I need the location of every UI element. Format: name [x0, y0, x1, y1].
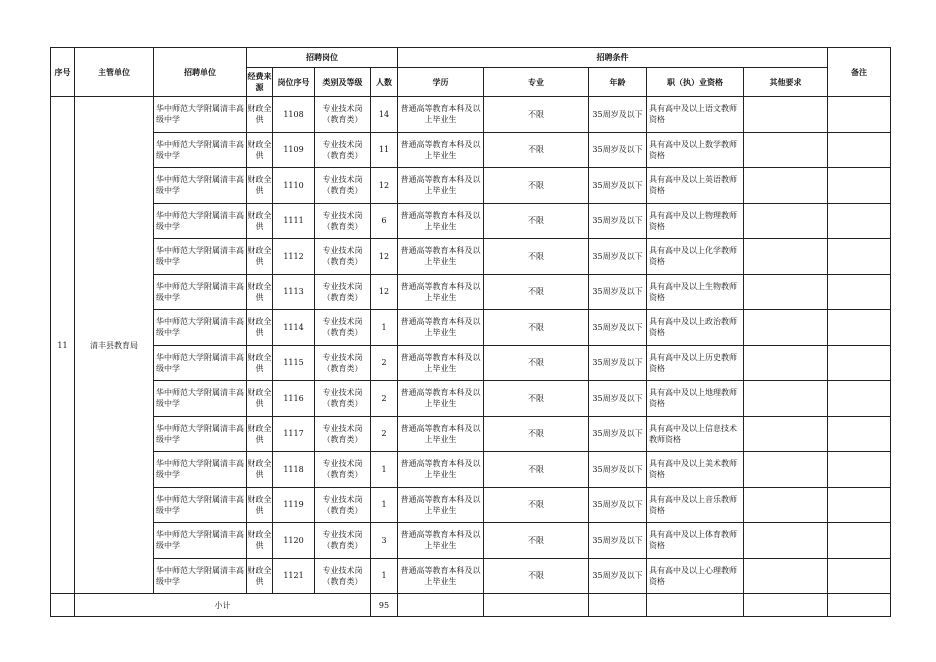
subtotal-count: 95 [371, 594, 398, 617]
major-cell: 不限 [484, 97, 589, 133]
age-cell: 35周岁及以下 [589, 523, 647, 559]
table-row [51, 239, 891, 275]
header-post-no: 岗位序号 [273, 68, 315, 97]
remark-cell [828, 203, 891, 239]
post-no-cell: 1114 [273, 310, 315, 346]
table-row [51, 345, 891, 381]
table-row [51, 203, 891, 239]
table-row [51, 523, 891, 559]
funding-cell: 财政全供 [247, 132, 273, 168]
count-cell: 1 [371, 452, 398, 488]
table-row [51, 558, 891, 594]
header-major: 专业 [484, 68, 589, 97]
unit-cell: 华中师范大学附属清丰高级中学 [154, 558, 247, 594]
major-cell: 不限 [484, 487, 589, 523]
post-no-cell: 1108 [273, 97, 315, 133]
age-cell: 35周岁及以下 [589, 132, 647, 168]
major-cell: 不限 [484, 168, 589, 204]
count-cell: 1 [371, 558, 398, 594]
age-cell: 35周岁及以下 [589, 310, 647, 346]
funding-cell: 财政全供 [247, 416, 273, 452]
unit-cell: 华中师范大学附属清丰高级中学 [154, 132, 247, 168]
post-no-cell: 1110 [273, 168, 315, 204]
header-cert: 职（执）业资格 [647, 68, 744, 97]
unit-cell: 华中师范大学附属清丰高级中学 [154, 97, 247, 133]
cert-cell: 具有高中及以上化学教师资格 [647, 239, 744, 275]
age-cell: 35周岁及以下 [589, 345, 647, 381]
subtotal-empty-cell [828, 594, 891, 617]
funding-cell: 财政全供 [247, 239, 273, 275]
unit-cell: 华中师范大学附属清丰高级中学 [154, 345, 247, 381]
cert-cell: 具有高中及以上地理教师资格 [647, 381, 744, 417]
age-cell: 35周岁及以下 [589, 97, 647, 133]
post-no-cell: 1120 [273, 523, 315, 559]
education-cell: 普通高等教育本科及以上毕业生 [398, 132, 484, 168]
major-cell: 不限 [484, 523, 589, 559]
count-cell: 14 [371, 97, 398, 133]
cert-cell: 具有高中及以上英语教师资格 [647, 168, 744, 204]
header-unit: 招聘单位 [154, 48, 247, 97]
cert-cell: 具有高中及以上数学教师资格 [647, 132, 744, 168]
age-cell: 35周岁及以下 [589, 558, 647, 594]
remark-cell [828, 487, 891, 523]
funding-cell: 财政全供 [247, 203, 273, 239]
cert-cell: 具有高中及以上音乐教师资格 [647, 487, 744, 523]
major-cell: 不限 [484, 203, 589, 239]
funding-cell: 财政全供 [247, 452, 273, 488]
count-cell: 6 [371, 203, 398, 239]
count-cell: 2 [371, 416, 398, 452]
category-cell: 专业技术岗（教育类） [315, 487, 371, 523]
remark-cell [828, 416, 891, 452]
age-cell: 35周岁及以下 [589, 381, 647, 417]
count-cell: 2 [371, 345, 398, 381]
post-no-cell: 1109 [273, 132, 315, 168]
other-cell [744, 381, 828, 417]
subtotal-empty-cell [484, 594, 589, 617]
funding-cell: 财政全供 [247, 523, 273, 559]
major-cell: 不限 [484, 274, 589, 310]
table-row [51, 416, 891, 452]
other-cell [744, 416, 828, 452]
major-cell: 不限 [484, 558, 589, 594]
funding-cell: 财政全供 [247, 345, 273, 381]
remark-cell [828, 310, 891, 346]
major-cell: 不限 [484, 310, 589, 346]
table-row [51, 168, 891, 204]
header-age: 年龄 [589, 68, 647, 97]
category-cell: 专业技术岗（教育类） [315, 416, 371, 452]
remark-cell [828, 274, 891, 310]
post-no-cell: 1117 [273, 416, 315, 452]
cert-cell: 具有高中及以上历史教师资格 [647, 345, 744, 381]
post-no-cell: 1112 [273, 239, 315, 275]
category-cell: 专业技术岗（教育类） [315, 452, 371, 488]
other-cell [744, 345, 828, 381]
remark-cell [828, 239, 891, 275]
cert-cell: 具有高中及以上生物教师资格 [647, 274, 744, 310]
other-cell [744, 487, 828, 523]
post-no-cell: 1118 [273, 452, 315, 488]
cert-cell: 具有高中及以上体育教师资格 [647, 523, 744, 559]
unit-cell: 华中师范大学附属清丰高级中学 [154, 274, 247, 310]
funding-cell: 财政全供 [247, 274, 273, 310]
other-cell [744, 452, 828, 488]
other-cell [744, 203, 828, 239]
education-cell: 普通高等教育本科及以上毕业生 [398, 97, 484, 133]
category-cell: 专业技术岗（教育类） [315, 132, 371, 168]
post-no-cell: 1121 [273, 558, 315, 594]
header-conditions-group: 招聘条件 [398, 48, 828, 68]
category-cell: 专业技术岗（教育类） [315, 558, 371, 594]
age-cell: 35周岁及以下 [589, 487, 647, 523]
unit-cell: 华中师范大学附属清丰高级中学 [154, 203, 247, 239]
post-no-cell: 1119 [273, 487, 315, 523]
cert-cell: 具有高中及以上政治教师资格 [647, 310, 744, 346]
cert-cell: 具有高中及以上心理教师资格 [647, 558, 744, 594]
table-row [51, 132, 891, 168]
header-remark: 备注 [828, 48, 891, 97]
education-cell: 普通高等教育本科及以上毕业生 [398, 168, 484, 204]
category-cell: 专业技术岗（教育类） [315, 274, 371, 310]
education-cell: 普通高等教育本科及以上毕业生 [398, 310, 484, 346]
unit-cell: 华中师范大学附属清丰高级中学 [154, 523, 247, 559]
count-cell: 1 [371, 487, 398, 523]
subtotal-empty-cell [647, 594, 744, 617]
header-count: 人数 [371, 68, 398, 97]
header-category: 类别及等级 [315, 68, 371, 97]
table-row [51, 381, 891, 417]
cert-cell: 具有高中及以上物理教师资格 [647, 203, 744, 239]
unit-cell: 华中师范大学附属清丰高级中学 [154, 487, 247, 523]
header-other: 其他要求 [744, 68, 828, 97]
table-body [51, 97, 891, 617]
unit-cell: 华中师范大学附属清丰高级中学 [154, 310, 247, 346]
education-cell: 普通高等教育本科及以上毕业生 [398, 239, 484, 275]
header-education: 学历 [398, 68, 484, 97]
major-cell: 不限 [484, 381, 589, 417]
table-row [51, 487, 891, 523]
unit-cell: 华中师范大学附属清丰高级中学 [154, 168, 247, 204]
table-row [51, 310, 891, 346]
remark-cell [828, 345, 891, 381]
remark-cell [828, 168, 891, 204]
education-cell: 普通高等教育本科及以上毕业生 [398, 487, 484, 523]
funding-cell: 财政全供 [247, 487, 273, 523]
other-cell [744, 274, 828, 310]
category-cell: 专业技术岗（教育类） [315, 97, 371, 133]
education-cell: 普通高等教育本科及以上毕业生 [398, 203, 484, 239]
unit-cell: 华中师范大学附属清丰高级中学 [154, 381, 247, 417]
count-cell: 12 [371, 168, 398, 204]
count-cell: 3 [371, 523, 398, 559]
remark-cell [828, 523, 891, 559]
remark-cell [828, 132, 891, 168]
subtotal-empty-cell [589, 594, 647, 617]
subtotal-empty-cell [398, 594, 484, 617]
category-cell: 专业技术岗（教育类） [315, 310, 371, 346]
major-cell: 不限 [484, 345, 589, 381]
education-cell: 普通高等教育本科及以上毕业生 [398, 274, 484, 310]
other-cell [744, 168, 828, 204]
remark-cell [828, 452, 891, 488]
table-row [51, 452, 891, 488]
post-no-cell: 1116 [273, 381, 315, 417]
category-cell: 专业技术岗（教育类） [315, 203, 371, 239]
subtotal-label: 小计 [75, 594, 371, 617]
cert-cell: 具有高中及以上语文教师资格 [647, 97, 744, 133]
subtotal-row [51, 594, 891, 617]
education-cell: 普通高等教育本科及以上毕业生 [398, 558, 484, 594]
other-cell [744, 523, 828, 559]
education-cell: 普通高等教育本科及以上毕业生 [398, 416, 484, 452]
other-cell [744, 97, 828, 133]
category-cell: 专业技术岗（教育类） [315, 168, 371, 204]
header-funding: 经费来源 [247, 68, 273, 97]
funding-cell: 财政全供 [247, 558, 273, 594]
unit-cell: 华中师范大学附属清丰高级中学 [154, 239, 247, 275]
subtotal-seq-cell [51, 594, 75, 617]
category-cell: 专业技术岗（教育类） [315, 523, 371, 559]
funding-cell: 财政全供 [247, 310, 273, 346]
seq-cell: 11 [51, 97, 75, 594]
header-seq: 序号 [51, 48, 75, 97]
age-cell: 35周岁及以下 [589, 239, 647, 275]
age-cell: 35周岁及以下 [589, 452, 647, 488]
category-cell: 专业技术岗（教育类） [315, 381, 371, 417]
remark-cell [828, 97, 891, 133]
dept-cell: 清丰县教育局 [75, 97, 154, 594]
age-cell: 35周岁及以下 [589, 168, 647, 204]
age-cell: 35周岁及以下 [589, 203, 647, 239]
other-cell [744, 558, 828, 594]
education-cell: 普通高等教育本科及以上毕业生 [398, 345, 484, 381]
funding-cell: 财政全供 [247, 97, 273, 133]
count-cell: 12 [371, 239, 398, 275]
count-cell: 1 [371, 310, 398, 346]
unit-cell: 华中师范大学附属清丰高级中学 [154, 416, 247, 452]
age-cell: 35周岁及以下 [589, 274, 647, 310]
other-cell [744, 239, 828, 275]
category-cell: 专业技术岗（教育类） [315, 345, 371, 381]
count-cell: 12 [371, 274, 398, 310]
post-no-cell: 1111 [273, 203, 315, 239]
subtotal-empty-cell [744, 594, 828, 617]
remark-cell [828, 381, 891, 417]
recruitment-table [50, 47, 891, 617]
cert-cell: 具有高中及以上美术教师资格 [647, 452, 744, 488]
age-cell: 35周岁及以下 [589, 416, 647, 452]
header-dept: 主管单位 [75, 48, 154, 97]
post-no-cell: 1115 [273, 345, 315, 381]
cert-cell: 具有高中及以上信息技术教师资格 [647, 416, 744, 452]
table-row [51, 274, 891, 310]
education-cell: 普通高等教育本科及以上毕业生 [398, 523, 484, 559]
count-cell: 2 [371, 381, 398, 417]
table-row [51, 97, 891, 133]
unit-cell: 华中师范大学附属清丰高级中学 [154, 452, 247, 488]
post-no-cell: 1113 [273, 274, 315, 310]
remark-cell [828, 558, 891, 594]
major-cell: 不限 [484, 452, 589, 488]
education-cell: 普通高等教育本科及以上毕业生 [398, 452, 484, 488]
count-cell: 11 [371, 132, 398, 168]
category-cell: 专业技术岗（教育类） [315, 239, 371, 275]
major-cell: 不限 [484, 416, 589, 452]
funding-cell: 财政全供 [247, 168, 273, 204]
major-cell: 不限 [484, 132, 589, 168]
major-cell: 不限 [484, 239, 589, 275]
other-cell [744, 310, 828, 346]
funding-cell: 财政全供 [247, 381, 273, 417]
header-post-group: 招聘岗位 [247, 48, 398, 68]
other-cell [744, 132, 828, 168]
education-cell: 普通高等教育本科及以上毕业生 [398, 381, 484, 417]
